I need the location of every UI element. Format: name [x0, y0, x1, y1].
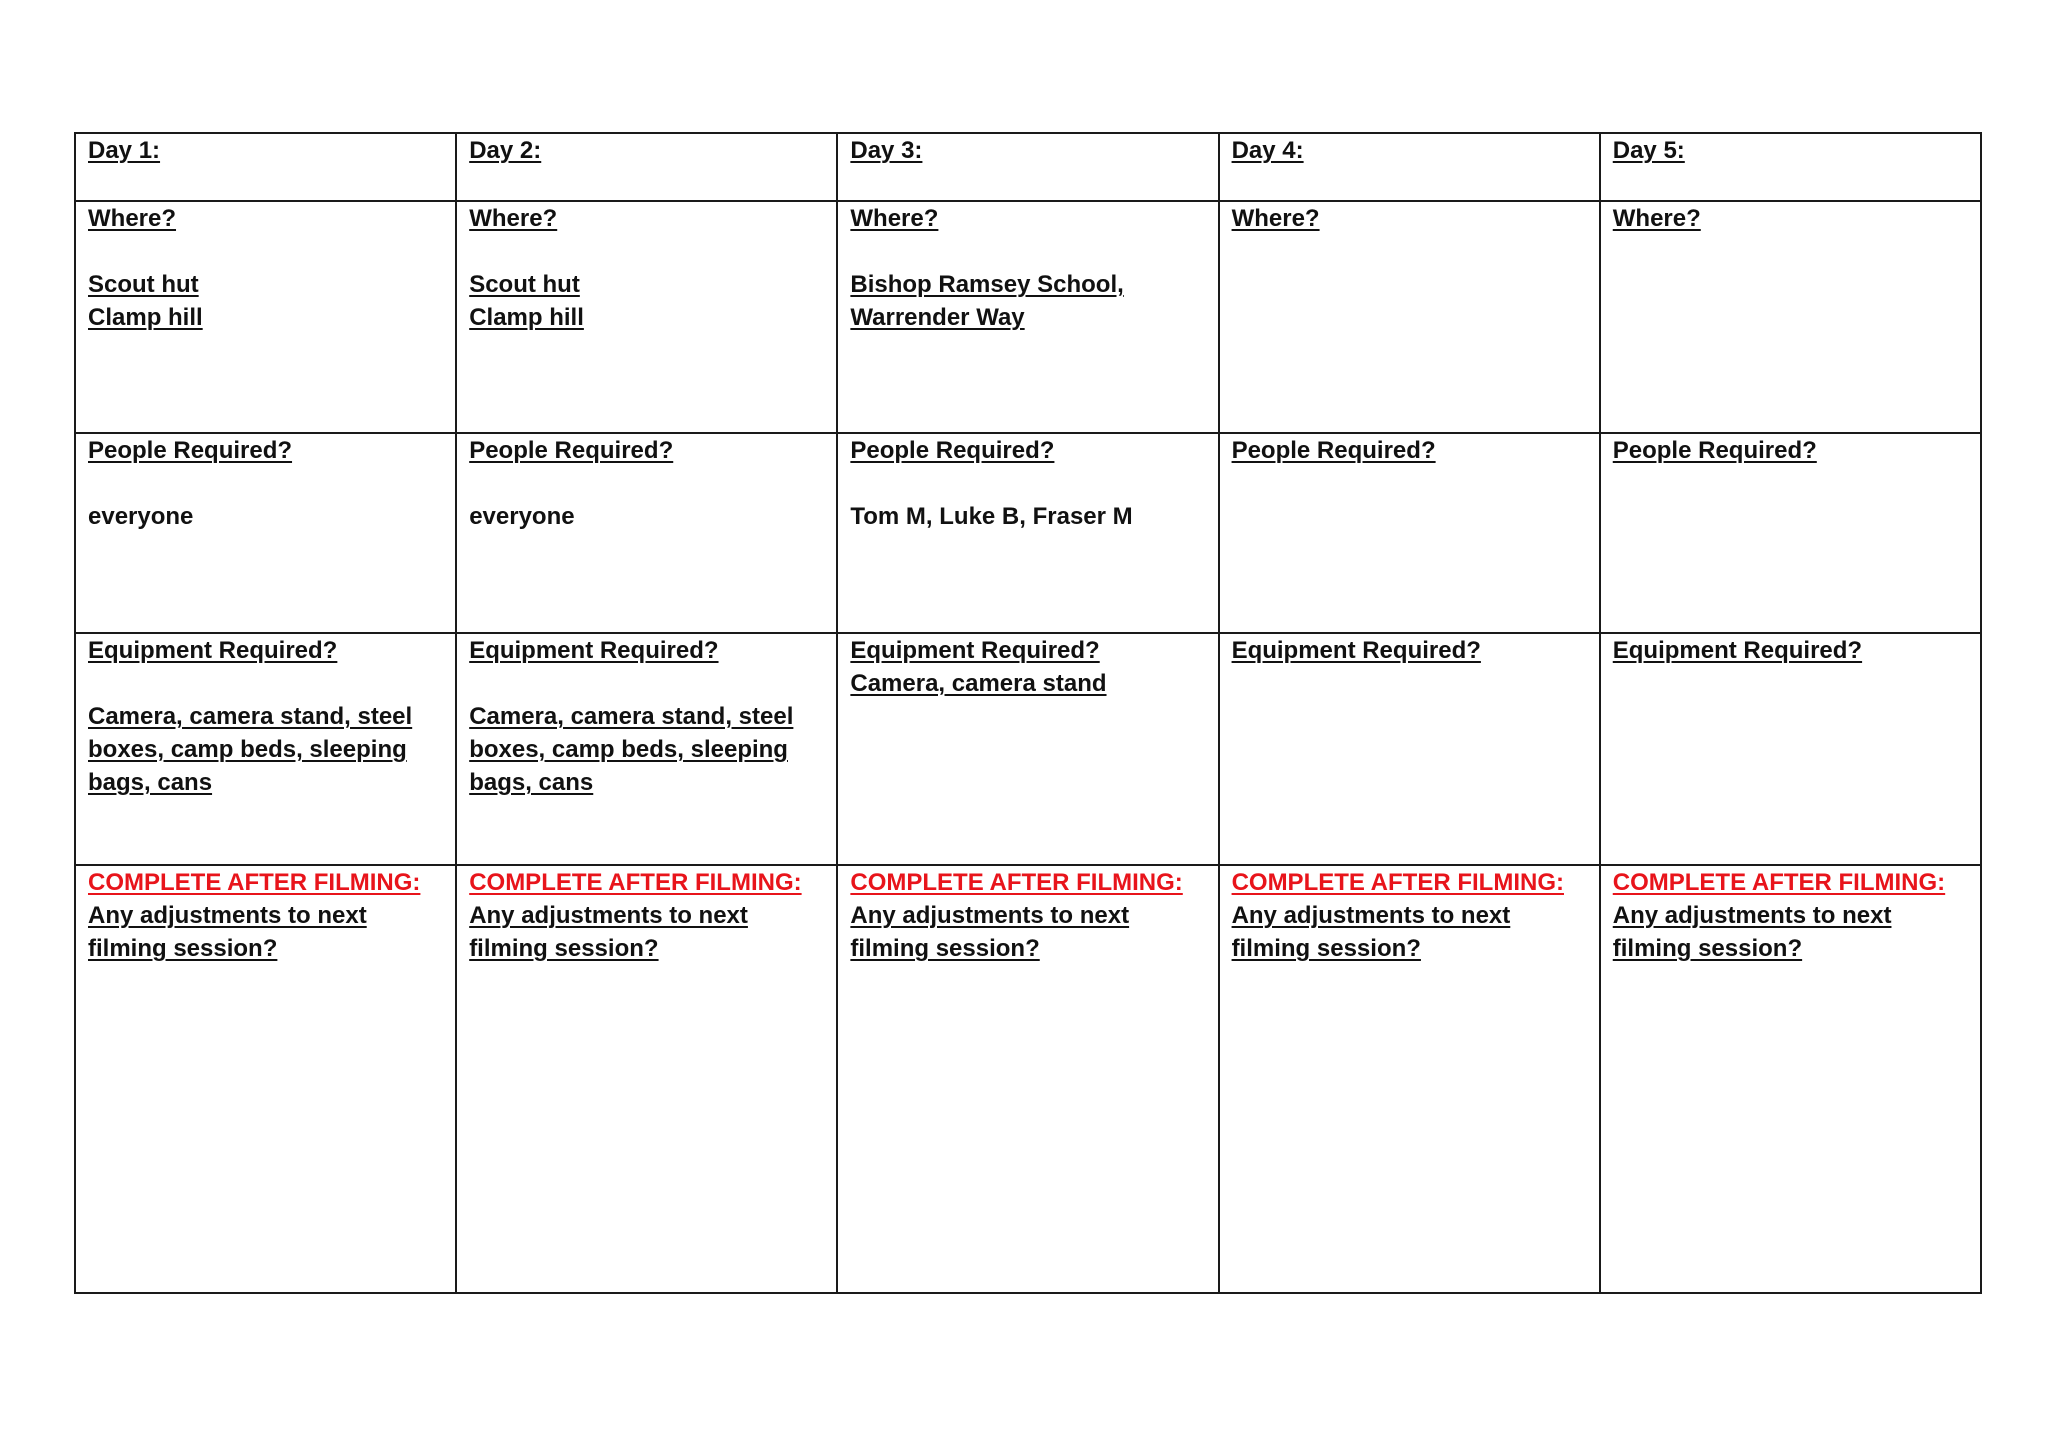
people-value: Tom M, Luke B, Fraser M [850, 503, 1133, 530]
where-row [75, 201, 1981, 433]
adjustments-question: Any adjustments to next filming session? [850, 902, 1130, 962]
day-3-label: Day 3: [850, 137, 923, 164]
day-5-label: Day 5: [1612, 137, 1685, 164]
day-4-after-filming-cell [1219, 865, 1600, 1293]
complete-after-filming-label: COMPLETE AFTER FILMING: [1231, 869, 1564, 896]
where-label: Where? [850, 205, 939, 232]
equipment-value: Camera, camera stand [850, 670, 1107, 697]
where-value: Scout hut Clamp hill [88, 271, 203, 331]
equipment-value: Camera, camera stand, steel boxes, camp beds, sleeping bags, cans [88, 703, 413, 796]
equipment-label: Equipment Required? [850, 637, 1100, 664]
people-label: People Required? [88, 437, 293, 464]
people-value: everyone [469, 503, 575, 530]
day-1-equipment-cell [75, 633, 456, 865]
day-5-header-cell [1600, 133, 1981, 201]
adjustments-question: Any adjustments to next filming session? [1231, 902, 1511, 962]
day-3-people-cell [837, 433, 1218, 633]
day-2-header-cell [456, 133, 837, 201]
complete-after-filming-label: COMPLETE AFTER FILMING: [469, 869, 802, 896]
day-4-people-cell [1219, 433, 1600, 633]
people-label: People Required? [850, 437, 1055, 464]
day-4-header-cell [1219, 133, 1600, 201]
day-3-equipment-cell [837, 633, 1218, 865]
day-5-where-cell [1600, 201, 1981, 433]
equipment-label: Equipment Required? [1231, 637, 1481, 664]
complete-after-filming-label: COMPLETE AFTER FILMING: [88, 869, 421, 896]
people-label: People Required? [469, 437, 674, 464]
filming-schedule-table [74, 132, 1982, 1294]
equipment-row [75, 633, 1981, 865]
equipment-label: Equipment Required? [1612, 637, 1863, 664]
where-label: Where? [469, 205, 558, 232]
day-2-equipment-cell [456, 633, 837, 865]
people-label: People Required? [1612, 437, 1817, 464]
where-label: Where? [1612, 205, 1701, 232]
day-2-label: Day 2: [469, 137, 542, 164]
after-filming-row [75, 865, 1981, 1293]
day-5-after-filming-cell [1600, 865, 1981, 1293]
adjustments-question: Any adjustments to next filming session? [88, 902, 367, 962]
people-row [75, 433, 1981, 633]
day-3-after-filming-cell [837, 865, 1218, 1293]
day-1-where-cell [75, 201, 456, 433]
day-2-after-filming-cell [456, 865, 837, 1293]
adjustments-question: Any adjustments to next filming session? [1612, 902, 1892, 962]
day-3-header-cell [837, 133, 1218, 201]
where-label: Where? [1231, 205, 1320, 232]
complete-after-filming-label: COMPLETE AFTER FILMING: [1612, 869, 1946, 896]
day-4-label: Day 4: [1231, 137, 1304, 164]
equipment-label: Equipment Required? [88, 637, 338, 664]
equipment-value: Camera, camera stand, steel boxes, camp beds, sleeping bags, cans [469, 703, 794, 796]
day-1-header-cell [75, 133, 456, 201]
day-5-equipment-cell [1600, 633, 1981, 865]
complete-after-filming-label: COMPLETE AFTER FILMING: [850, 869, 1183, 896]
where-label: Where? [88, 205, 177, 232]
adjustments-question: Any adjustments to next filming session? [469, 902, 748, 962]
day-2-people-cell [456, 433, 837, 633]
day-4-where-cell [1219, 201, 1600, 433]
day-1-people-cell [75, 433, 456, 633]
day-2-where-cell [456, 201, 837, 433]
day-3-where-cell [837, 201, 1218, 433]
day-1-label: Day 1: [88, 137, 161, 164]
where-value: Bishop Ramsey School, Warrender Way [850, 271, 1124, 331]
where-value: Scout hut Clamp hill [469, 271, 584, 331]
day-5-people-cell [1600, 433, 1981, 633]
people-value: everyone [88, 503, 194, 530]
equipment-label: Equipment Required? [469, 637, 719, 664]
day-1-after-filming-cell [75, 865, 456, 1293]
people-label: People Required? [1231, 437, 1436, 464]
day-header-row [75, 133, 1981, 201]
day-4-equipment-cell [1219, 633, 1600, 865]
